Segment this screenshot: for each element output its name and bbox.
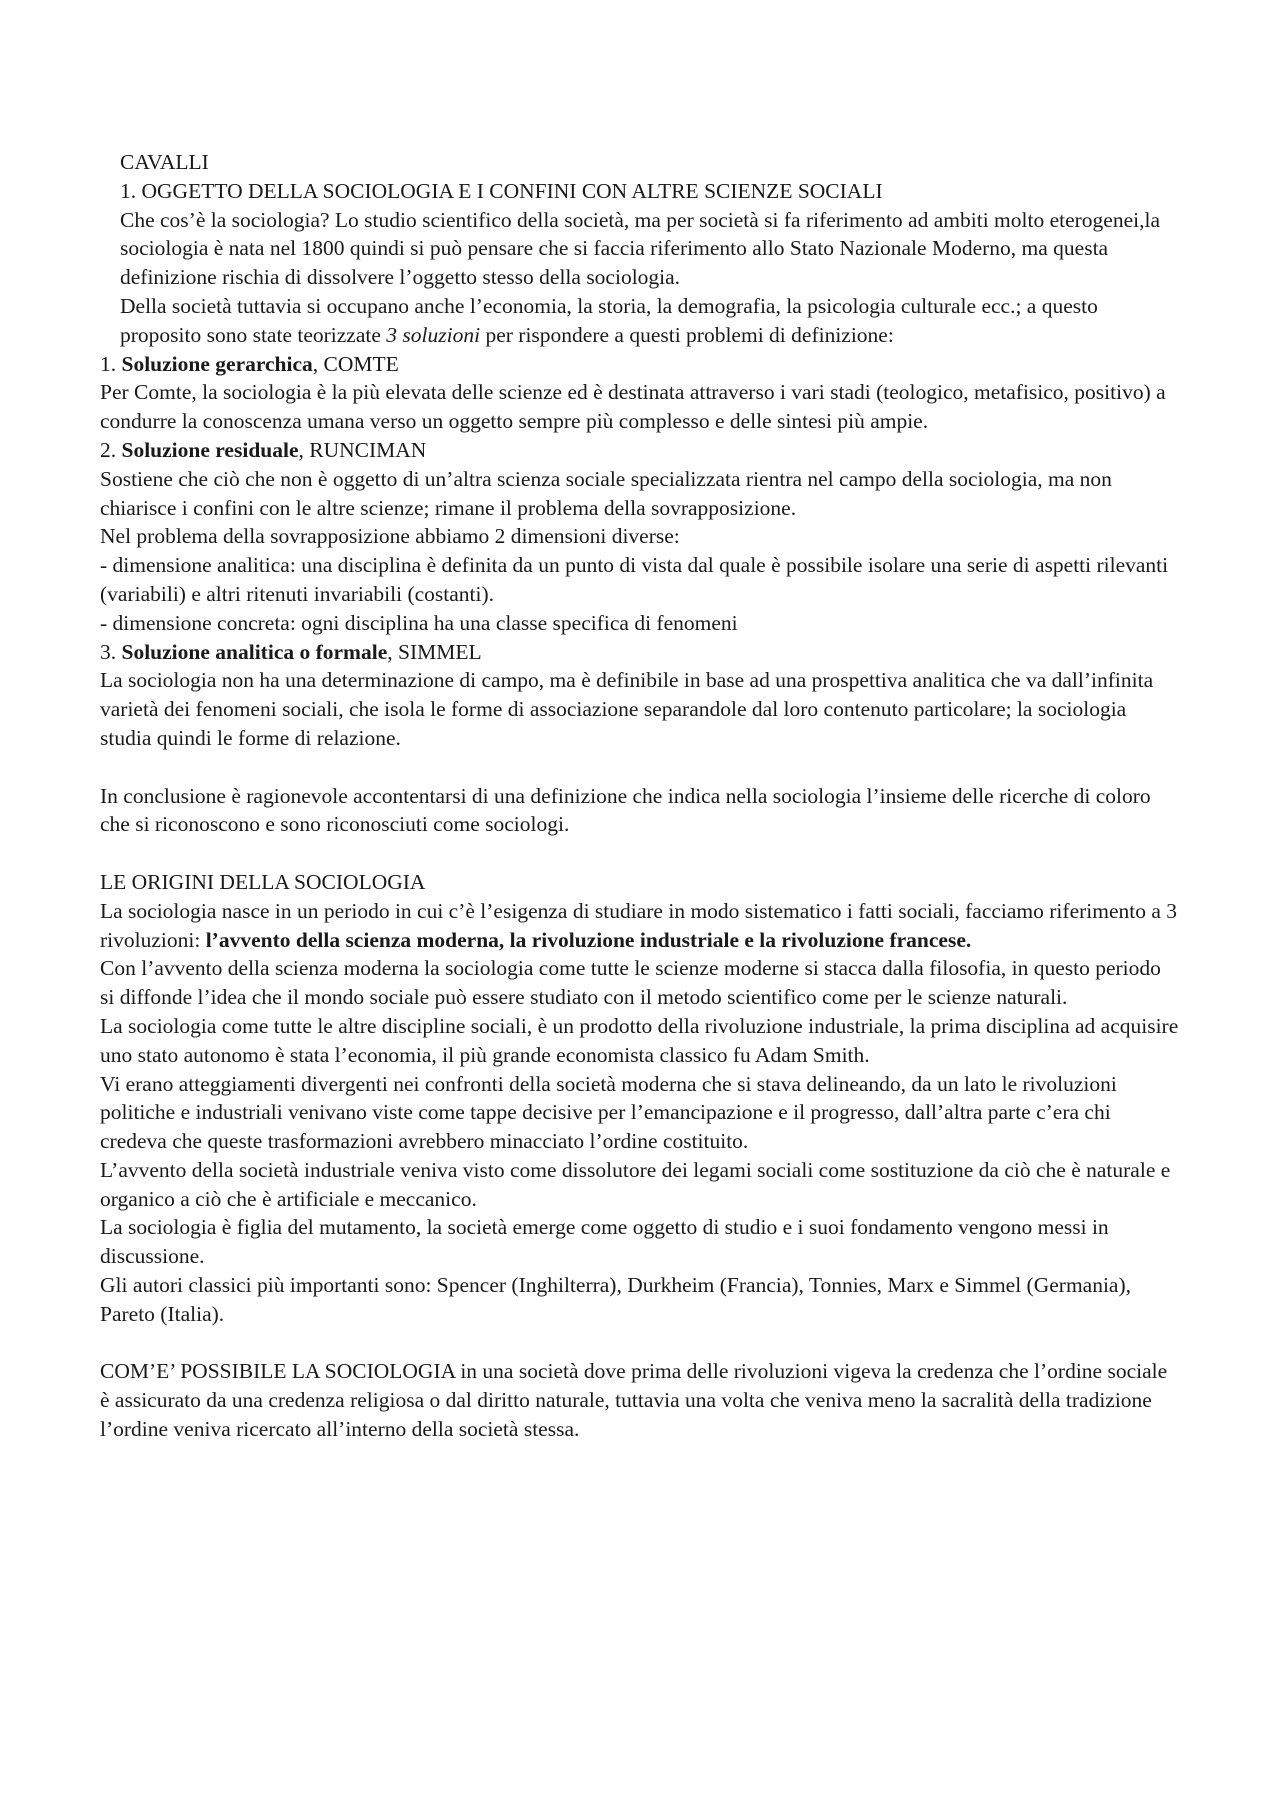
paragraph: La sociologia come tutte le altre discipline sociali, è un prodotto della rivoluzione industriale, la prima disciplina ad acquisire uno stato autonomo è stata l’economia, il più grande economista classico fu Adam Smith. bbox=[100, 1013, 1179, 1067]
emphasis: 3 soluzioni bbox=[386, 322, 481, 347]
paragraph: Della società tuttavia si occupano anche l’economia, la storia, la demografia, la psicologia culturale ecc.; a questo proposito sono state teorizzate 3 soluzioni per rispondere a questi problemi di definizione: bbox=[120, 293, 1098, 347]
solution-heading-1: 1. Soluzione gerarchica, COMTE bbox=[100, 351, 399, 376]
paragraph: La sociologia nasce in un periodo in cui c’è l’esigenza di studiare in modo sistematico i fatti sociali, facciamo riferimento a 3 rivoluzioni: l’avvento della scienza moderna, la rivoluzione industriale e la rivoluzione francese. bbox=[100, 898, 1178, 952]
paragraph: In conclusione è ragionevole accontentarsi di una definizione che indica nella sociologia l’insieme delle ricerche di coloro che si riconoscono e sono riconosciuti come sociologi. bbox=[100, 783, 1151, 837]
paragraph: L’avvento della società industriale veniva visto come dissolutore dei legami sociali come sostituzione da ciò che è naturale e organico a ciò che è artificiale e meccanico. bbox=[100, 1157, 1171, 1211]
paragraph: Per Comte, la sociologia è la più elevata delle scienze ed è destinata attraverso i vari stadi (teologico, metafisico, positivo) a condurre la conoscenza umana verso un oggetto sempre più complesso e delle sintesi più ampie. bbox=[100, 380, 1166, 434]
solution-heading-3: 3. Soluzione analitica o formale, SIMMEL bbox=[100, 639, 482, 664]
paragraph: Sostiene che ciò che non è oggetto di un’altra scienza sociale specializzata rientra nel campo della sociologia, ma non chiarisce i confini con le altre scienze; rimane il problema della sovrapposizione. bbox=[100, 466, 1112, 520]
paragraph: La sociologia non ha una determinazione di campo, ma è definibile in base ad una prospettiva analitica che va dall’infinita varietà dei fenomeni sociali, che isola le forme di associazione separandole dal loro contenuto particolare; la sociologia studia quindi le forme di relazione. bbox=[100, 668, 1154, 750]
solution-heading-2: 2. Soluzione residuale, RUNCIMAN bbox=[100, 437, 427, 462]
paragraph: COM’E’ POSSIBILE LA SOCIOLOGIA in una società dove prima delle rivoluzioni vigeva la credenza che l’ordine sociale è assicurato da una credenza religiosa o dal diritto naturale, tuttavia una volta che veniva meno la sacralità della tradizione l’ordine veniva ricercato all’interno della società stessa. bbox=[100, 1359, 1168, 1442]
list-item: - dimensione analitica: una disciplina è definita da un punto di vista dal quale è possibile isolare una serie di aspetti rilevanti (variabili) e altri ritenuti invariabili (costanti). bbox=[100, 553, 1169, 606]
bold-text: l’avvento della scienza moderna, la rivoluzione industriale e la rivoluzione francese. bbox=[205, 927, 972, 952]
section-title: 1. OGGETTO DELLA SOCIOLOGIA E I CONFINI CON ALTRE SCIENZE SOCIALI bbox=[120, 178, 883, 203]
paragraph: Nel problema della sovrapposizione abbiamo 2 dimensioni diverse: bbox=[100, 524, 680, 549]
paragraph: Che cos’è la sociologia? Lo studio scientifico della società, ma per società si fa riferimento ad ambiti molto eterogenei,la sociologia è nata nel 1800 quindi si può pensare che si faccia riferimento allo Stato Nazionale Moderno, ma questa definizione rischia di dissolvere l’oggetto stesso della sociologia. bbox=[120, 207, 1160, 290]
section-title: LE ORIGINI DELLA SOCIOLOGIA bbox=[100, 869, 426, 894]
paragraph: Gli autori classici più importanti sono: Spencer (Inghilterra), Durkheim (Francia), Tonnies, Marx e Simmel (Germania), Pareto (Italia). bbox=[100, 1273, 1132, 1326]
document-header: CAVALLI bbox=[120, 150, 209, 174]
document-page bbox=[100, 148, 1180, 1444]
paragraph: Vi erano atteggiamenti divergenti nei confronti della società moderna che si stava delineando, da un lato le rivoluzioni politiche e industriali venivano viste come tappe decisive per l’emancipazione e il progresso, dall’altra parte c’era chi credeva che queste trasformazioni avrebbero minacciato l’ordine costituito. bbox=[100, 1071, 1117, 1154]
paragraph: La sociologia è figlia del mutamento, la società emerge come oggetto di studio e i suoi fondamento vengono messi in discussione. bbox=[100, 1215, 1109, 1269]
list-item: - dimensione concreta: ogni disciplina ha una classe specifica di fenomeni bbox=[100, 610, 738, 635]
paragraph: Con l’avvento della scienza moderna la sociologia come tutte le scienze moderne si stacca dalla filosofia, in questo periodo si diffonde l’idea che il mondo sociale può essere studiato con il metodo scientifico come per le scienze naturali. bbox=[100, 956, 1161, 1010]
